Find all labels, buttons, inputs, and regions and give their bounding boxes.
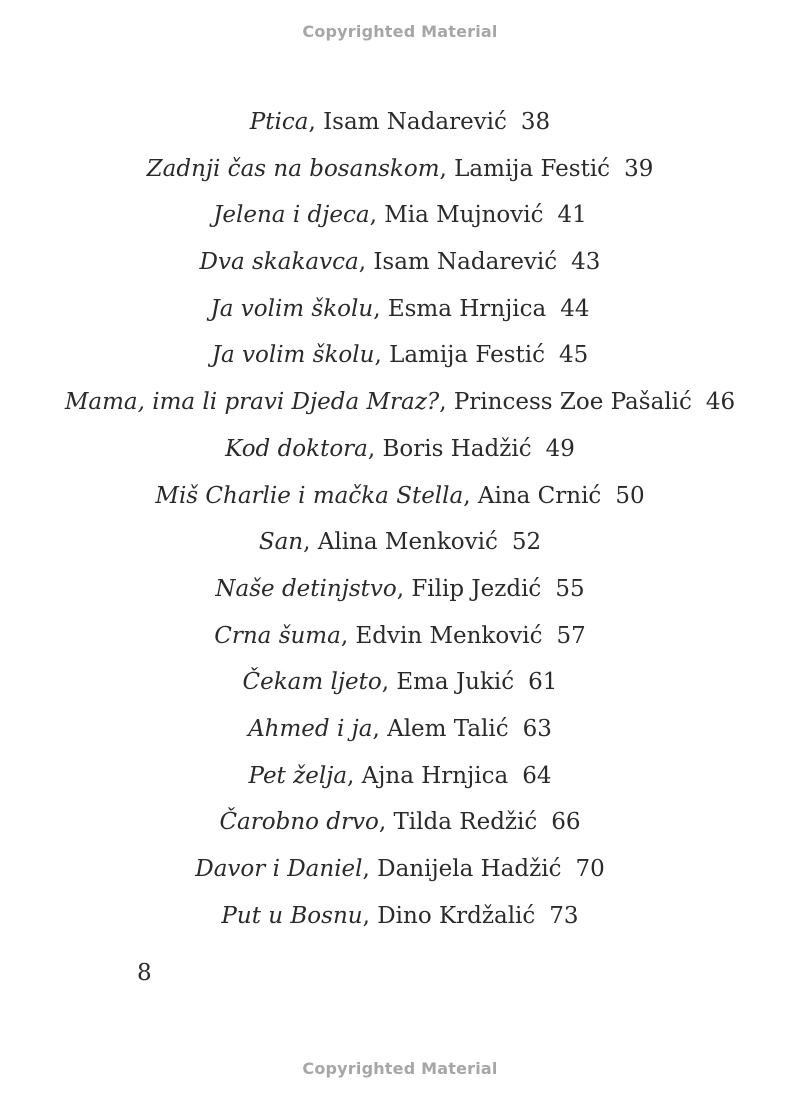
toc-entry-author: Danijela Hadžić [377, 856, 562, 882]
toc-entry: Naše detinjstvo, Filip Jezdić 55 [215, 575, 585, 602]
toc-entry-title: Ja volim školu [211, 342, 375, 369]
table-of-contents [0, 104, 800, 944]
toc-entry-author: Isam Nadarević [323, 109, 507, 135]
toc-entry-author: Isam Nadarević [373, 249, 558, 276]
toc-entry-author: Alina Menković [317, 529, 498, 556]
toc-entry-author: Esma Hrnjica [387, 295, 547, 322]
toc-entry-page: 66 [551, 809, 581, 836]
toc-entry: Mama, ima li pravi Djeda Mraz?, Princess Zoe Pašalić 46 [64, 389, 736, 416]
toc-entry: Ptica, Isam Nadarević 38 [249, 109, 551, 135]
toc-entry-page: 70 [575, 856, 605, 882]
toc-entry-title: Pet želja [248, 762, 348, 789]
toc-entry-author: Alem Talić [387, 715, 509, 742]
toc-entry: Put u Bosnu, Dino Krdžalić 73 [221, 902, 579, 929]
toc-entry-title: Naše detinjstvo [215, 575, 397, 602]
toc-entry-title: Čekam ljeto [242, 669, 382, 696]
toc-entry-title: Čarobno drvo [219, 809, 379, 836]
toc-entry-author: Dino Krdžalić [377, 902, 536, 929]
toc-entry: Ahmed i ja, Alem Talić 63 [248, 715, 552, 742]
toc-entry: Davor i Daniel, Danijela Hadžić 70 [195, 856, 605, 882]
toc-entry: Miš Charlie i mačka Stella, Aina Crnić 50 [155, 482, 645, 509]
toc-entry: Ja volim školu, Esma Hrnjica 44 [210, 295, 590, 322]
toc-entry-title: Davor i Daniel [195, 856, 363, 882]
toc-entry-page: 38 [520, 109, 551, 135]
toc-entry-page: 49 [545, 435, 575, 462]
toc-entry-author: Ajna Hrnjica [361, 762, 509, 789]
toc-entry-author: Ema Jukić [396, 669, 515, 696]
toc-entry-page: 55 [555, 575, 585, 602]
toc-entry-title: Ahmed i ja [248, 715, 373, 742]
toc-entry-page: 46 [705, 389, 736, 416]
toc-entry: Dva skakavca, Isam Nadarević 43 [199, 249, 601, 276]
toc-entry-author: Tilda Redžić [393, 809, 538, 836]
toc-entry-title: Mama, ima li pravi Djeda Mraz? [64, 389, 440, 416]
toc-entry-author: Lamija Festić [389, 342, 545, 369]
toc-entry-title: Jelena i djeca [213, 202, 370, 229]
toc-entry: Čarobno drvo, Tilda Redžić 66 [219, 809, 581, 836]
toc-entry-page: 52 [511, 529, 542, 556]
toc-entry-page: 61 [528, 669, 558, 696]
toc-entry-title: Miš Charlie i mačka Stella [155, 482, 464, 509]
copyright-watermark-bottom: Copyrighted Material [302, 1059, 498, 1078]
copyright-watermark-top: Copyrighted Material [302, 22, 498, 41]
toc-entry: San, Alina Menković 52 [258, 529, 542, 556]
toc-entry: Zadnji čas na bosanskom, Lamija Festić 39 [146, 155, 654, 182]
toc-entry-page: 44 [560, 295, 590, 322]
toc-entry-page: 64 [522, 762, 552, 789]
toc-entry-page: 50 [615, 482, 645, 509]
toc-entry-page: 41 [557, 202, 587, 229]
toc-entry-author: Boris Hadžić [382, 435, 532, 462]
toc-entry-title: Kod doktora [225, 435, 368, 462]
toc-entry: Crna šuma, Edvin Menković 57 [214, 622, 586, 649]
toc-entry-page: 63 [522, 715, 552, 742]
toc-entry-page: 73 [549, 902, 579, 929]
toc-entry-title: Ja volim školu [210, 295, 374, 322]
toc-entry: Čekam ljeto, Ema Jukić 61 [242, 669, 558, 696]
toc-entry: Kod doktora, Boris Hadžić 49 [225, 435, 575, 462]
toc-entry-author: Edvin Menković [355, 622, 543, 649]
toc-entry-title: Zadnji čas na bosanskom [146, 155, 440, 182]
page-number: 8 [137, 960, 152, 986]
toc-entry-page: 39 [624, 155, 654, 182]
toc-entry: Ja volim školu, Lamija Festić 45 [211, 342, 589, 369]
toc-entry-author: Mia Mujnović [384, 202, 544, 229]
toc-entry: Jelena i djeca, Mia Mujnović 41 [213, 202, 587, 229]
toc-entry-title: Ptica [249, 109, 309, 135]
toc-entry-page: 45 [558, 342, 589, 369]
toc-entry-title: Put u Bosnu [221, 902, 363, 929]
toc-entry-author: Lamija Festić [454, 155, 611, 182]
toc-entry-page: 43 [571, 249, 601, 276]
toc-entry-title: Crna šuma [214, 622, 341, 649]
toc-entry-title: Dva skakavca [199, 249, 359, 276]
toc-entry-author: Aina Crnić [477, 482, 602, 509]
toc-entry: Pet želja, Ajna Hrnjica 64 [248, 762, 552, 789]
toc-entry-title: San [258, 529, 304, 556]
toc-entry-page: 57 [556, 622, 586, 649]
toc-entry-author: Princess Zoe Pašalić [453, 389, 692, 416]
toc-entry-author: Filip Jezdić [411, 575, 542, 602]
